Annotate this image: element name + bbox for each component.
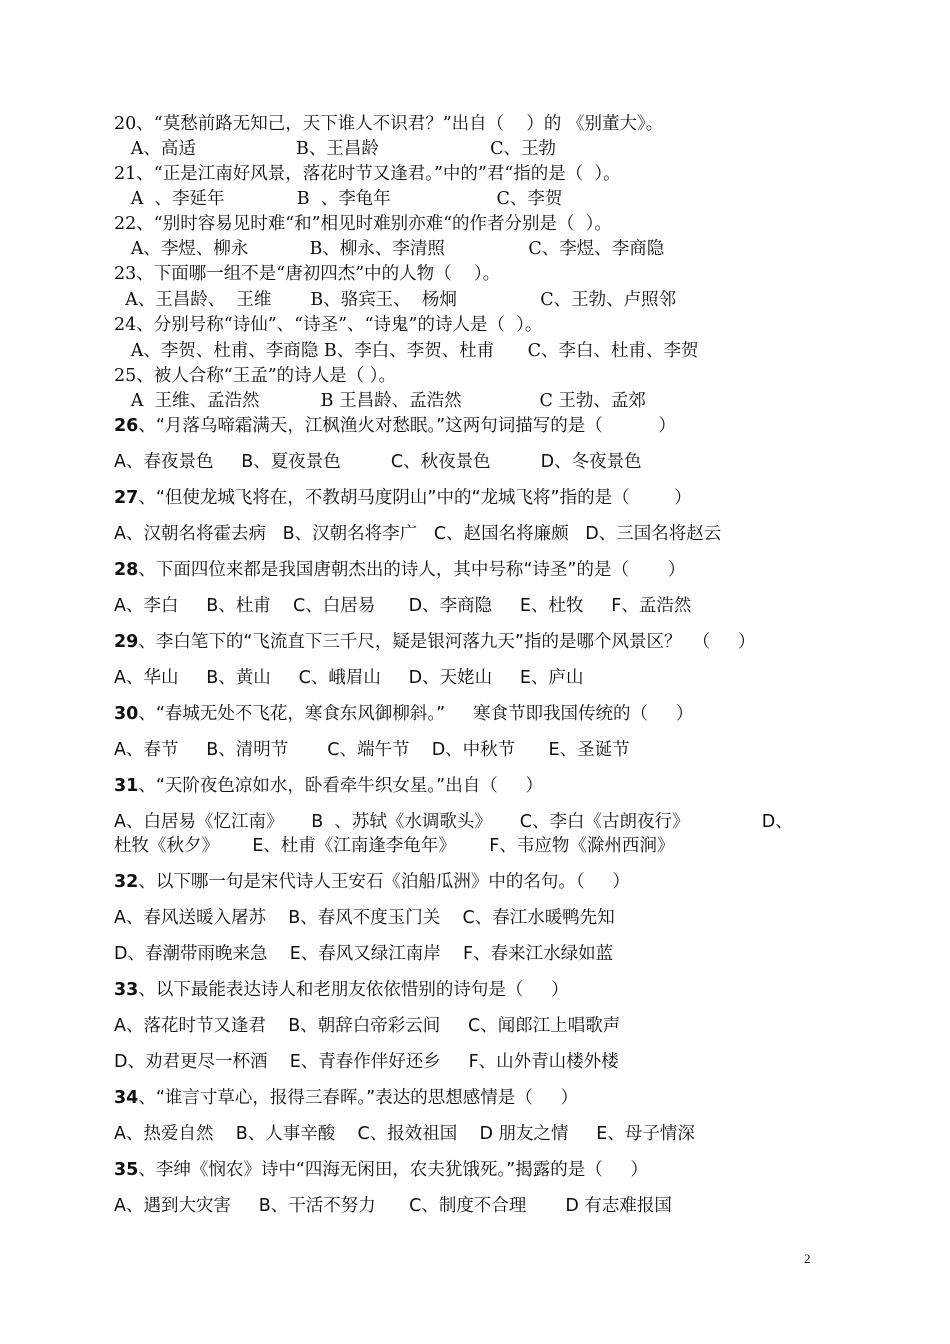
question-26 (114, 415, 676, 437)
question-28 (114, 559, 685, 581)
question-33-options-cont: D、劝君更尽一杯酒 E、青春作伴好还乡 F、山外青山楼外楼 (114, 1052, 619, 1072)
question-32-options-cont: D、春潮带雨晚来急 E、春风又绿江南岸 F、春来江水绿如蓝 (114, 944, 614, 964)
question-text: 、“天阶夜色凉如水，卧看牵牛织女星。”出自（ ） (138, 776, 544, 796)
question-29-options: A、华山 B、黄山 C、峨眉山 D、天姥山 E、庐山 (114, 668, 584, 688)
question-text: 、李白笔下的“飞流直下三千尺，疑是银河落九天”指的是哪个风景区？ （ ） (138, 632, 756, 652)
question-32-options: A、春风送暖入屠苏 B、春风不度玉门关 C、春江水暖鸭先知 (114, 908, 615, 928)
question-number: 30 (114, 704, 139, 724)
question-20: 20、“莫愁前路无知己，天下谁人不识君？”出自（ ）的 《别董大》。 (114, 114, 664, 134)
question-number: 27 (114, 488, 139, 508)
question-number: 29 (114, 632, 139, 652)
question-25-options: A 王维、孟浩然 B 王昌龄、孟浩然 C 王勃、孟郊 (114, 391, 646, 411)
question-number: 33 (114, 980, 139, 1000)
question-number: 32 (114, 872, 139, 892)
question-number: 28 (114, 560, 139, 580)
question-text: 、“春城无处不飞花，寒食东风御柳斜。” 寒食节即我国传统的（ ） (138, 704, 694, 724)
question-text: 、“谁言寸草心，报得三春晖。”表达的思想感情是（ ） (138, 1088, 579, 1108)
question-28-options: A、李白 B、杜甫 C、白居易 D、李商隐 E、杜牧 F、孟浩然 (114, 596, 692, 616)
question-23: 23、下面哪一组不是“唐初四杰”中的人物（ ）。 (114, 264, 501, 284)
question-35 (114, 1159, 648, 1181)
question-32 (114, 871, 630, 893)
question-21: 21、“正是江南好风景，落花时节又逢君。”中的”君“指的是（ ）。 (114, 164, 621, 184)
question-20-options: A、高适 B、王昌龄 C、王勃 (114, 139, 556, 159)
question-text: 、下面四位来都是我国唐朝杰出的诗人，其中号称“诗圣”的是（ ） (138, 560, 686, 580)
question-29 (114, 631, 755, 653)
question-35-options: A、遇到大灾害 B、干活不努力 C、制度不合理 D 有志难报国 (114, 1196, 672, 1216)
question-33-options: A、落花时节又逢君 B、朝辞白帝彩云间 C、闻郎江上唱歌声 (114, 1016, 621, 1036)
question-34-options: A、热爱自然 B、人事辛酸 C、报效祖国 D 朋友之情 E、母子情深 (114, 1124, 695, 1144)
question-number: 35 (114, 1160, 139, 1180)
question-24-options: A、李贺、杜甫、李商隐 B、李白、李贺、杜甫 C、李白、杜甫、李贺 (114, 341, 699, 361)
question-27-options: A、汉朝名将霍去病 B、汉朝名将李广 C、赵国名将廉颇 D、三国名将赵云 (114, 524, 722, 544)
question-24: 24、分别号称“诗仙”、“诗圣”、“诗鬼”的诗人是（ ）。 (114, 315, 543, 335)
page-number: 2 (804, 1251, 811, 1266)
question-22: 22、“别时容易见时难“和”相见时难别亦难“的作者分别是（ ）。 (114, 214, 612, 234)
question-31-options: A、白居易《忆江南》 B 、苏轼《水调歌头》 C、李白《古朗夜行》 D、 (114, 812, 793, 832)
question-26-options: A、春夜景色 B、夏夜景色 C、秋夜景色 D、冬夜景色 (114, 452, 642, 472)
question-27 (114, 487, 692, 509)
question-number: 31 (114, 776, 139, 796)
question-31 (114, 775, 543, 797)
question-31-options-cont: 杜牧《秋夕》 E、杜甫《江南逢李龟年》 F、韦应物《滁州西涧》 (114, 836, 675, 856)
question-22-options: A、李煜、柳永 B、柳永、李清照 C、李煜、李商隐 (114, 239, 665, 259)
question-33 (114, 979, 569, 1001)
question-number: 26 (114, 416, 139, 436)
question-21-options: A 、李延年 B 、李龟年 C、李贺 (114, 189, 563, 209)
question-text: 、以下最能表达诗人和老朋友依依惜别的诗句是（ ） (138, 980, 569, 1000)
question-23-options: A、王昌龄、 王维 B、骆宾王、 杨炯 C、王勃、卢照邻 (114, 290, 677, 310)
question-30-options: A、春节 B、清明节 C、端午节 D、中秋节 E、圣诞节 (114, 740, 630, 760)
question-text: 、“但使龙城飞将在，不教胡马度阴山”中的“龙城飞将”指的是（ ） (138, 488, 692, 508)
question-34 (114, 1087, 578, 1109)
question-text: 、“月落乌啼霜满天，江枫渔火对愁眠。”这两句词描写的是（ ） (138, 416, 676, 436)
question-number: 34 (114, 1088, 139, 1108)
question-25: 25、被人合称“王孟”的诗人是（ ）。 (114, 366, 396, 386)
question-30 (114, 703, 693, 725)
question-text: 、以下哪一句是宋代诗人王安石《泊船瓜洲》中的名句。（ ） (138, 872, 630, 892)
question-text: 、李绅《悯农》诗中“四海无闲田，农夫犹饿死。”揭露的是（ ） (138, 1160, 649, 1180)
